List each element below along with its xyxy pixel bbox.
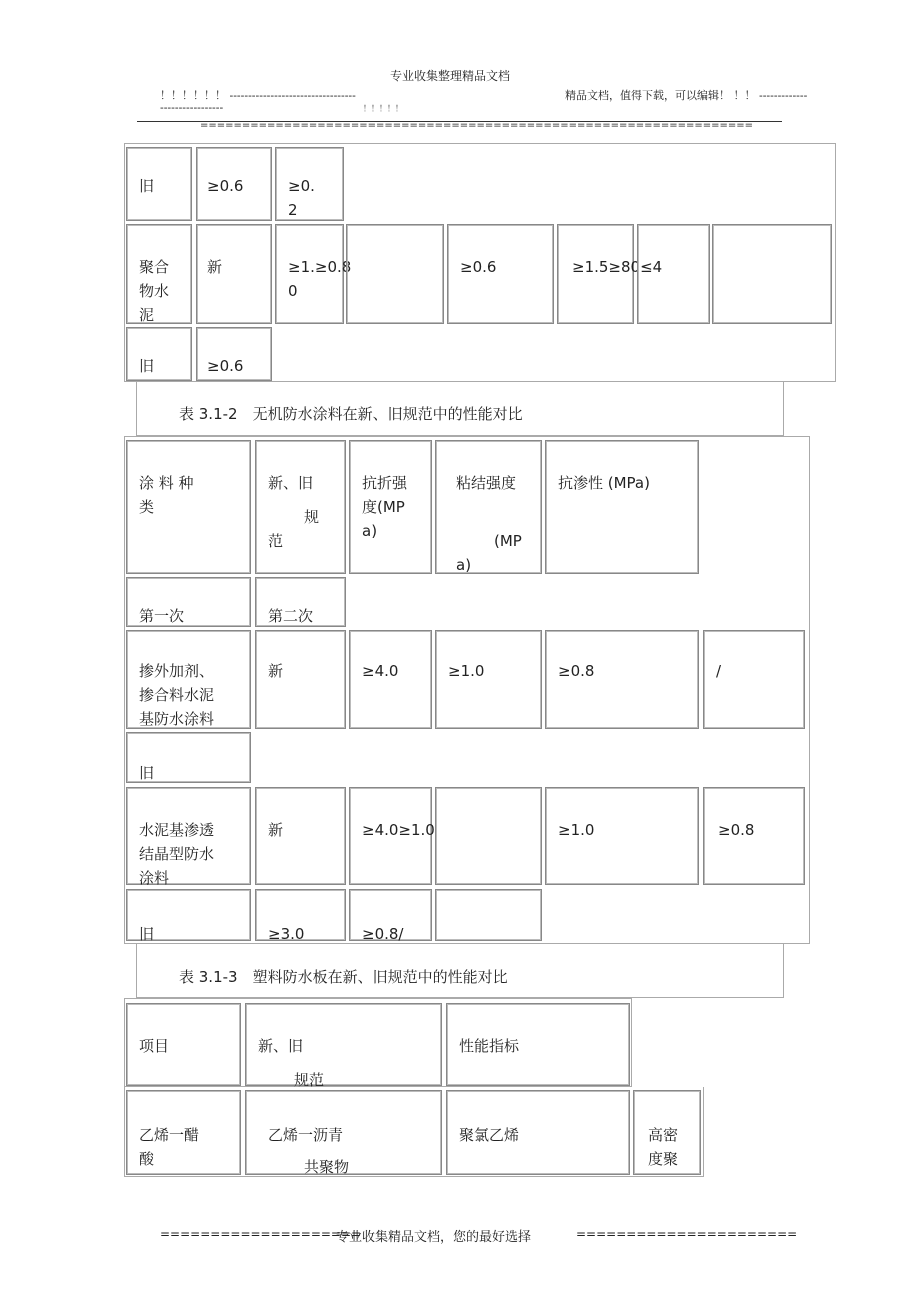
table2-head-type: 涂 料 种 类 [126,440,251,574]
caption-table3: 表 3.1-3 塑料防水板在新、旧规范中的性能对比 [179,968,508,986]
table2-r1-bond: ≥1.0 [435,630,542,729]
table3-head-perf: 性能指标 [446,1003,630,1086]
table2-head-seep: 抗渗性 (MPa) [545,440,699,574]
table1-r2-c7 [712,224,832,324]
footer-text: 专业收集精品文档，您的最好选择 [336,1230,532,1245]
table1-r1-c3: ≥0. 2 [275,147,344,221]
table2-r2-spec: 新 [255,787,346,885]
table2-r2-old-flex: ≥0.8/ [349,889,432,941]
table2-sub-second: 第二次 [255,577,346,627]
table1-r2-c3b [346,224,444,324]
table2-r1-flex: ≥4.0 [349,630,432,729]
header-right-text: 精品文档，值得下载，可以编辑！ ！！ ------------- [565,89,808,102]
table3-r1-c4: 高密 度聚 [633,1090,701,1175]
table1-r2-c5: ≥1.5≥80≤4 [557,224,634,324]
table2-r2-bond [435,787,542,885]
table3-r1-c3: 聚氯乙烯 [446,1090,630,1175]
table2-head-bond: 粘结强度 (MP a) [435,440,542,574]
table1-r2-c1: 聚合 物水 泥 [126,224,192,324]
table1-r1-c2: ≥0.6 [196,147,272,221]
table2-r1-name: 掺外加剂、 掺合料水泥 基防水涂料 [126,630,251,729]
header-equals: ================================================================== [200,120,754,131]
caption-table2: 表 3.1-2 无机防水涂料在新、旧规范中的性能对比 [179,405,523,423]
table2-r1-last: / [703,630,805,729]
table3-r1-c2: 乙烯一沥青 共聚物 [245,1090,442,1175]
footer-right-equals: ====================== [576,1227,798,1241]
table1-r2-c4: ≥0.6 [447,224,554,324]
table2-head-flex: 抗折强 度(MP a) [349,440,432,574]
header-marks: ！！！！！ [363,104,403,113]
table2-r1-spec: 新 [255,630,346,729]
table1-r2-c3: ≥1.≥0.8 0 [275,224,344,324]
table2-r2-old-spec: ≥3.0 [255,889,346,941]
table1-r2-c2: 新 [196,224,272,324]
header-dashes: ----------------- [160,101,224,114]
table1-r3-c2: ≥0.6 [196,327,272,381]
table2-r2-seep: ≥1.0 [545,787,699,885]
table3-head-item: 项目 [126,1003,241,1086]
table1-r1-c1: 旧 [126,147,192,221]
table3-head-spec: 新、旧 规范 [245,1003,442,1086]
header-left-marks: ！！！！！！ ---------------------------------- [160,89,356,102]
table2-r2-name: 水泥基渗透 结晶型防水 涂料 [126,787,251,885]
footer-left-equals: ==================== [160,1227,362,1241]
table2-sub-first: 第一次 [126,577,251,627]
table2-r2-old-bond [435,889,542,941]
table2-head-spec: 新、旧 规 范 [255,440,346,574]
table1-r2-c6 [637,224,710,324]
table1-r3-c1: 旧 [126,327,192,381]
table2-r2-flex: ≥4.0≥1.0 [349,787,432,885]
table3-r1-c1: 乙烯一醋 酸 [126,1090,241,1175]
table2-r2-last: ≥0.8 [703,787,805,885]
header-title: 专业收集整理精品文档 [390,69,511,83]
table2-r1-seep: ≥0.8 [545,630,699,729]
table2-r1-old: 旧 [126,732,251,783]
table2-r2-old-name: 旧 [126,889,251,941]
